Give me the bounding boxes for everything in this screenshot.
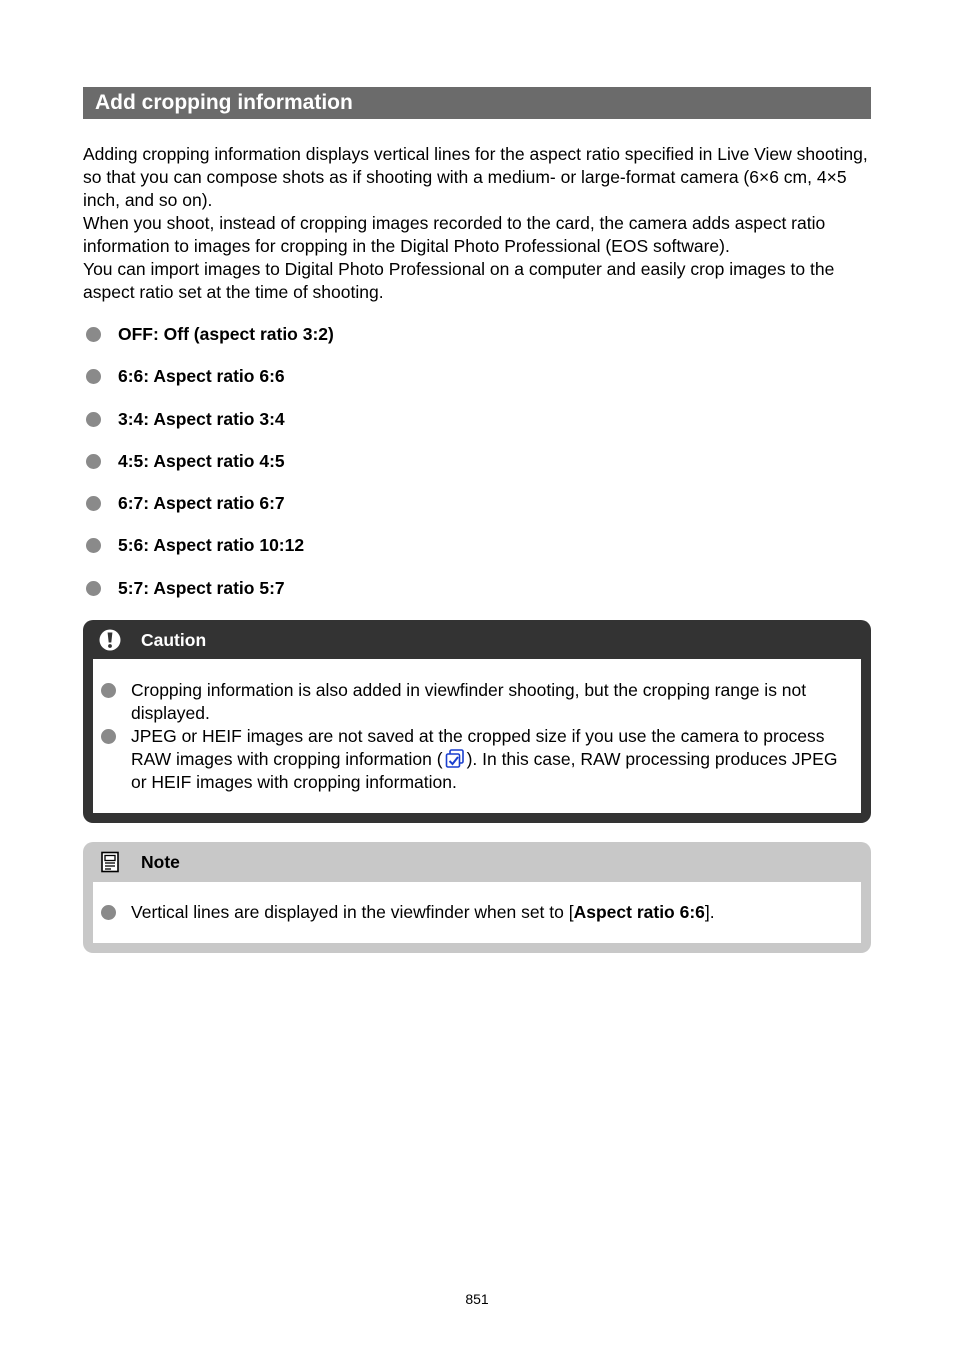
intro-paragraph: Adding cropping information displays vertical lines for the aspect ratio specified in Live View shooting, so that you can compose shots as if shooting with a medium- or large-format camera (6×6 cm, 4×5 inch, and so on). [83,144,868,210]
bullet-icon [86,496,101,511]
intro-text [83,143,873,304]
option-label: 3:4: Aspect ratio 3:4 [118,408,285,429]
bullet-icon [86,581,101,596]
option-item [83,322,334,364]
option-item [83,491,334,533]
caution-body [93,659,861,813]
caution-header [83,620,871,659]
option-list [83,322,334,618]
bullet-icon [86,538,101,553]
caution-item-text: JPEG or HEIF images are not saved at the cropped size if you use the camera to process RAW images with cropping information ( [131,726,825,769]
note-body [93,882,861,943]
section-title: Add cropping information [83,87,871,119]
bullet-icon [101,905,116,920]
bullet-icon [86,369,101,384]
note-item-text: ]. [704,902,715,922]
option-label: OFF: Off (aspect ratio 3:2) [118,324,334,344]
option-label: 5:7: Aspect ratio 5:7 [118,577,285,598]
intro-paragraph: You can import images to Digital Photo Professional on a computer and easily crop images to the aspect ratio set at the time of shooting. [83,259,835,302]
exclamation-icon [99,629,121,651]
option-item [83,364,334,406]
bullet-icon [101,683,116,698]
note-title: Note [141,852,180,872]
bullet-icon [101,729,116,744]
option-item [83,576,334,618]
caution-item [93,725,851,794]
caution-title: Caution [141,630,207,650]
note-header [83,842,871,881]
option-label: 6:7: Aspect ratio 6:7 [118,493,285,514]
intro-paragraph: When you shoot, instead of cropping images recorded to the card, the camera adds aspect ratio information to images for cropping in the Digital Photo Professional (EOS software). [83,213,826,256]
note-item-text: Vertical lines are displayed in the viewfinder when set to [ [131,902,574,922]
note-item-emphasis: Aspect ratio 6:6 [573,902,705,922]
option-item [83,533,334,575]
bullet-icon [86,454,101,469]
note-box [83,842,871,953]
option-label: 6:6: Aspect ratio 6:6 [118,366,285,387]
caution-box [83,620,871,823]
caution-item [93,679,851,725]
option-item [83,449,334,491]
option-item [83,407,334,449]
caution-item-text: ). In this case, RAW processing produces JPEG or HEIF images with cropping information. [131,749,838,792]
caution-item-text: Cropping information is also added in viewfinder shooting, but the cropping range is not displayed. [131,680,807,723]
option-label: 5:6: Aspect ratio 10:12 [118,535,305,556]
bullet-icon [86,412,101,427]
memo-icon [99,851,121,873]
bullet-icon [86,327,101,342]
page-number: 851 [465,1291,489,1307]
note-item [93,901,851,924]
page-link-icon[interactable] [445,749,465,769]
option-label: 4:5: Aspect ratio 4:5 [118,450,285,471]
